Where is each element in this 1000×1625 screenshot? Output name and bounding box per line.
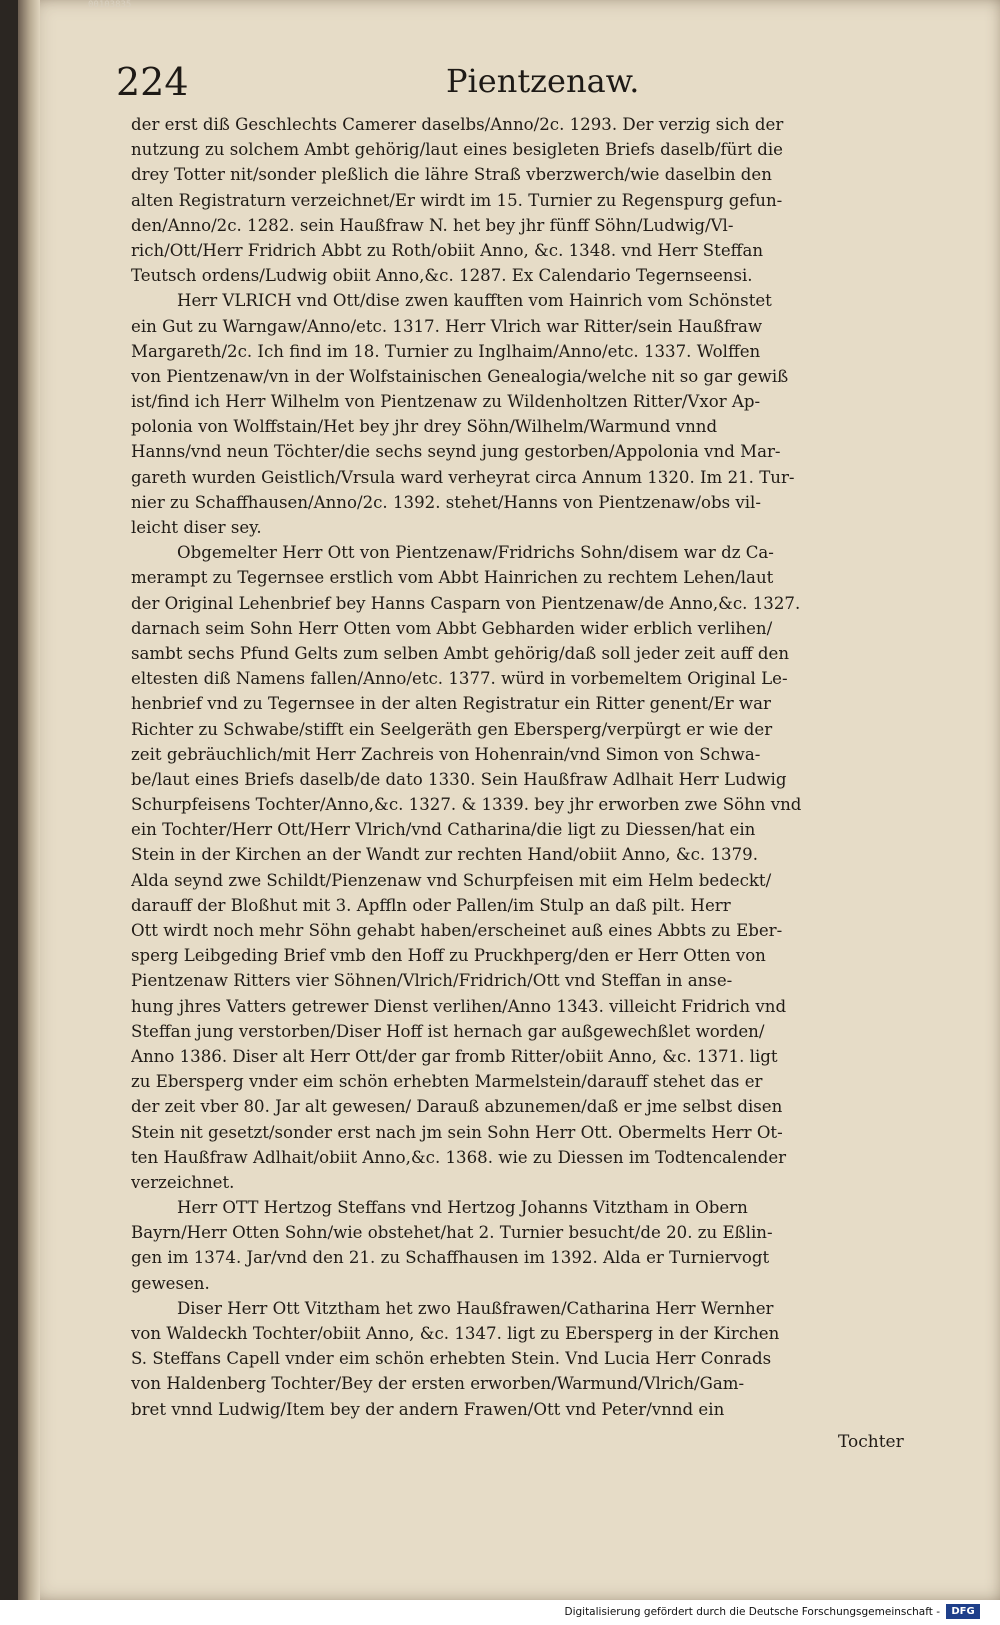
- text-line: gewesen.: [131, 1273, 210, 1293]
- text-line: Stein in der Kirchen an der Wandt zur rechten Hand/obiit Anno, &c. 1379.: [131, 845, 758, 865]
- text-line: Richter zu Schwabe/stifft ein Seelgeräth gen Ebersperg/verpürgt er wie der: [131, 719, 773, 739]
- text-line: sperg Leibgeding Brief vmb den Hoff zu Pruckhperg/den er Herr Otten von: [131, 946, 766, 966]
- text-line: zeit gebräuchlich/mit Herr Zachreis von Hohenrain/vnd Simon von Schwa-: [131, 744, 761, 764]
- catchword: Tochter: [838, 1432, 904, 1452]
- text-line: polonia von Wolffstain/Het bey jhr drey Söhn/Wilhelm/Warmund vnnd: [131, 417, 718, 437]
- text-line: ist/find ich Herr Wilhelm von Pientzenaw zu Wildenholtzen Ritter/Vxor Ap-: [131, 392, 761, 412]
- page-header: [116, 60, 906, 108]
- text-line: Alda seynd zwe Schildt/Pienzenaw vnd Schurpfeisen mit eim Helm bedeckt/: [131, 870, 772, 890]
- text-line: leicht diser sey.: [131, 518, 262, 537]
- text-line: Margareth/2c. Ich find im 18. Turnier zu Inglhaim/Anno/etc. 1337. Wolffen: [131, 341, 761, 361]
- text-line: von Waldeckh Tochter/obiit Anno, &c. 1347. ligt zu Ebersperg in der Kirchen: [131, 1324, 780, 1343]
- dfg-logo: DFG: [946, 1604, 980, 1619]
- text-line: Bayrn/Herr Otten Sohn/wie obstehet/hat 2. Turnier besucht/de 20. zu Eßlin-: [131, 1223, 773, 1243]
- text-line: von Pientzenaw/vn in der Wolfstainischen Genealogia/welche nit so gar gewiß: [131, 366, 789, 386]
- text-line: verzeichnet.: [131, 1172, 235, 1192]
- text-line: alten Registraturn verzeichnet/Er wirdt im 15. Turnier zu Regenspurg gefun-: [131, 190, 783, 210]
- text-line: sambt sechs Pfund Gelts zum selben Ambt gehörig/daß soll jeder zeit auff den: [131, 643, 790, 663]
- text-line: merampt zu Tegernsee erstlich vom Abbt Hainrichen zu rechtem Lehen/laut: [131, 568, 774, 588]
- text-line: der erst diß Geschlechts Camerer daselbs/Anno/2c. 1293. Der verzig sich der: [131, 115, 784, 134]
- footer-credit: Digitalisierung gefördert durch die Deutsche Forschungsgemeinschaft -: [564, 1606, 940, 1618]
- text-line: von Haldenberg Tochter/Bey der ersten erworben/Warmund/Vlrich/Gam-: [131, 1374, 745, 1394]
- text-line: drey Totter nit/sonder pleßlich die lähre Straß vberzwerch/wie daselbin den: [131, 165, 772, 185]
- text-line: be/laut eines Briefs daselb/de dato 1330. Sein Haußfraw Adlhait Herr Ludwig: [131, 769, 787, 789]
- page-number: 224: [116, 60, 189, 104]
- text-line: Schurpfeisens Tochter/Anno,&c. 1327. & 1339. bey jhr erworben zwe Söhn vnd: [131, 795, 802, 815]
- text-line: henbrief vnd zu Tegernsee in der alten Registratur ein Ritter genent/Er war: [131, 694, 771, 714]
- text-line: ein Gut zu Warngaw/Anno/etc. 1317. Herr Vlrich war Ritter/sein Haußfraw: [131, 316, 763, 336]
- text-line: ten Haußfraw Adlhait/obiit Anno,&c. 1368. wie zu Diessen im Todtencalender: [131, 1147, 787, 1167]
- body-text: [131, 112, 911, 1440]
- text-line: darauff der Bloßhut mit 3. Apffln oder Pallen/im Stulp an daß pilt. Herr: [131, 895, 731, 915]
- text-line: Obgemelter Herr Ott von Pientzenaw/Fridrichs Sohn/disem war dz Ca-: [177, 543, 774, 563]
- text-line: nutzung zu solchem Ambt gehörig/laut eines besigleten Briefs daselb/fürt die: [131, 140, 783, 160]
- text-line: Steffan jung verstorben/Diser Hoff ist hernach gar außgewechßlet worden/: [131, 1021, 765, 1041]
- scan-id: 00103835: [88, 0, 132, 10]
- footer-bar: [0, 1600, 1000, 1625]
- text-line: S. Steffans Capell vnder eim schön erhebten Stein. Vnd Lucia Herr Conrads: [131, 1349, 772, 1369]
- text-line: eltesten diß Namens fallen/Anno/etc. 1377. würd in vorbemeltem Original Le-: [131, 669, 788, 689]
- text-line: Pientzenaw Ritters vier Söhnen/Vlrich/Fridrich/Ott vnd Steffan in anse-: [131, 971, 733, 991]
- text-line: der zeit vber 80. Jar alt gewesen/ Darauß abzunemen/daß er jme selbst disen: [131, 1097, 783, 1117]
- text-line: Herr OTT Hertzog Steffans vnd Hertzog Johanns Vitztham in Obern: [177, 1198, 748, 1218]
- text-line: bret vnnd Ludwig/Item bey der andern Frawen/Ott vnd Peter/vnnd ein: [131, 1399, 725, 1419]
- text-line: Anno 1386. Diser alt Herr Ott/der gar fromb Ritter/obiit Anno, &c. 1371. ligt: [131, 1046, 778, 1066]
- text-line: der Original Lehenbrief bey Hanns Casparn von Pientzenaw/de Anno,&c. 1327.: [131, 593, 801, 613]
- text-line: darnach seim Sohn Herr Otten vom Abbt Gebharden wider erblich verlihen/: [131, 618, 773, 638]
- text-line: ein Tochter/Herr Ott/Herr Vlrich/vnd Catharina/die ligt zu Diessen/hat ein: [131, 820, 756, 840]
- text-line: nier zu Schaffhausen/Anno/2c. 1392. stehet/Hanns von Pientzenaw/obs vil-: [131, 492, 761, 512]
- text-line: gareth wurden Geistlich/Vrsula ward verheyrat circa Annum 1320. Im 21. Tur-: [131, 467, 795, 487]
- text-line: Stein nit gesetzt/sonder erst nach jm sein Sohn Herr Ott. Obermelts Herr Ot-: [131, 1122, 783, 1142]
- text-line: den/Anno/2c. 1282. sein Haußfraw N. het bey jhr fünff Söhn/Ludwig/Vl-: [131, 215, 734, 235]
- book-page: [18, 0, 1000, 1600]
- text-line: Ott wirdt noch mehr Söhn gehabt haben/erscheinet auß eines Abbts zu Eber-: [131, 921, 783, 940]
- text-line: rich/Ott/Herr Fridrich Abbt zu Roth/obiit Anno, &c. 1348. vnd Herr Steffan: [131, 240, 764, 260]
- text-line: hung jhres Vatters getrewer Dienst verlihen/Anno 1343. villeicht Fridrich vnd: [131, 996, 787, 1016]
- text-line: zu Ebersperg vnder eim schön erhebten Marmelstein/darauff stehet das er: [131, 1072, 763, 1092]
- text-line: Herr VLRICH vnd Ott/dise zwen kaufften vom Hainrich vom Schönstet: [177, 291, 772, 311]
- text-line: Teutsch ordens/Ludwig obiit Anno,&c. 1287. Ex Calendario Tegernseensi.: [131, 266, 753, 286]
- page-gutter: [18, 0, 40, 1600]
- text-line: Diser Herr Ott Vitztham het zwo Haußfrawen/Catharina Herr Wernher: [177, 1298, 774, 1318]
- text-line: Hanns/vnd neun Töchter/die sechs seynd jung gestorben/Appolonia vnd Mar-: [131, 442, 781, 462]
- running-title: Pientzenaw.: [446, 62, 640, 100]
- text-line: gen im 1374. Jar/vnd den 21. zu Schaffhausen im 1392. Alda er Turniervogt: [131, 1248, 770, 1268]
